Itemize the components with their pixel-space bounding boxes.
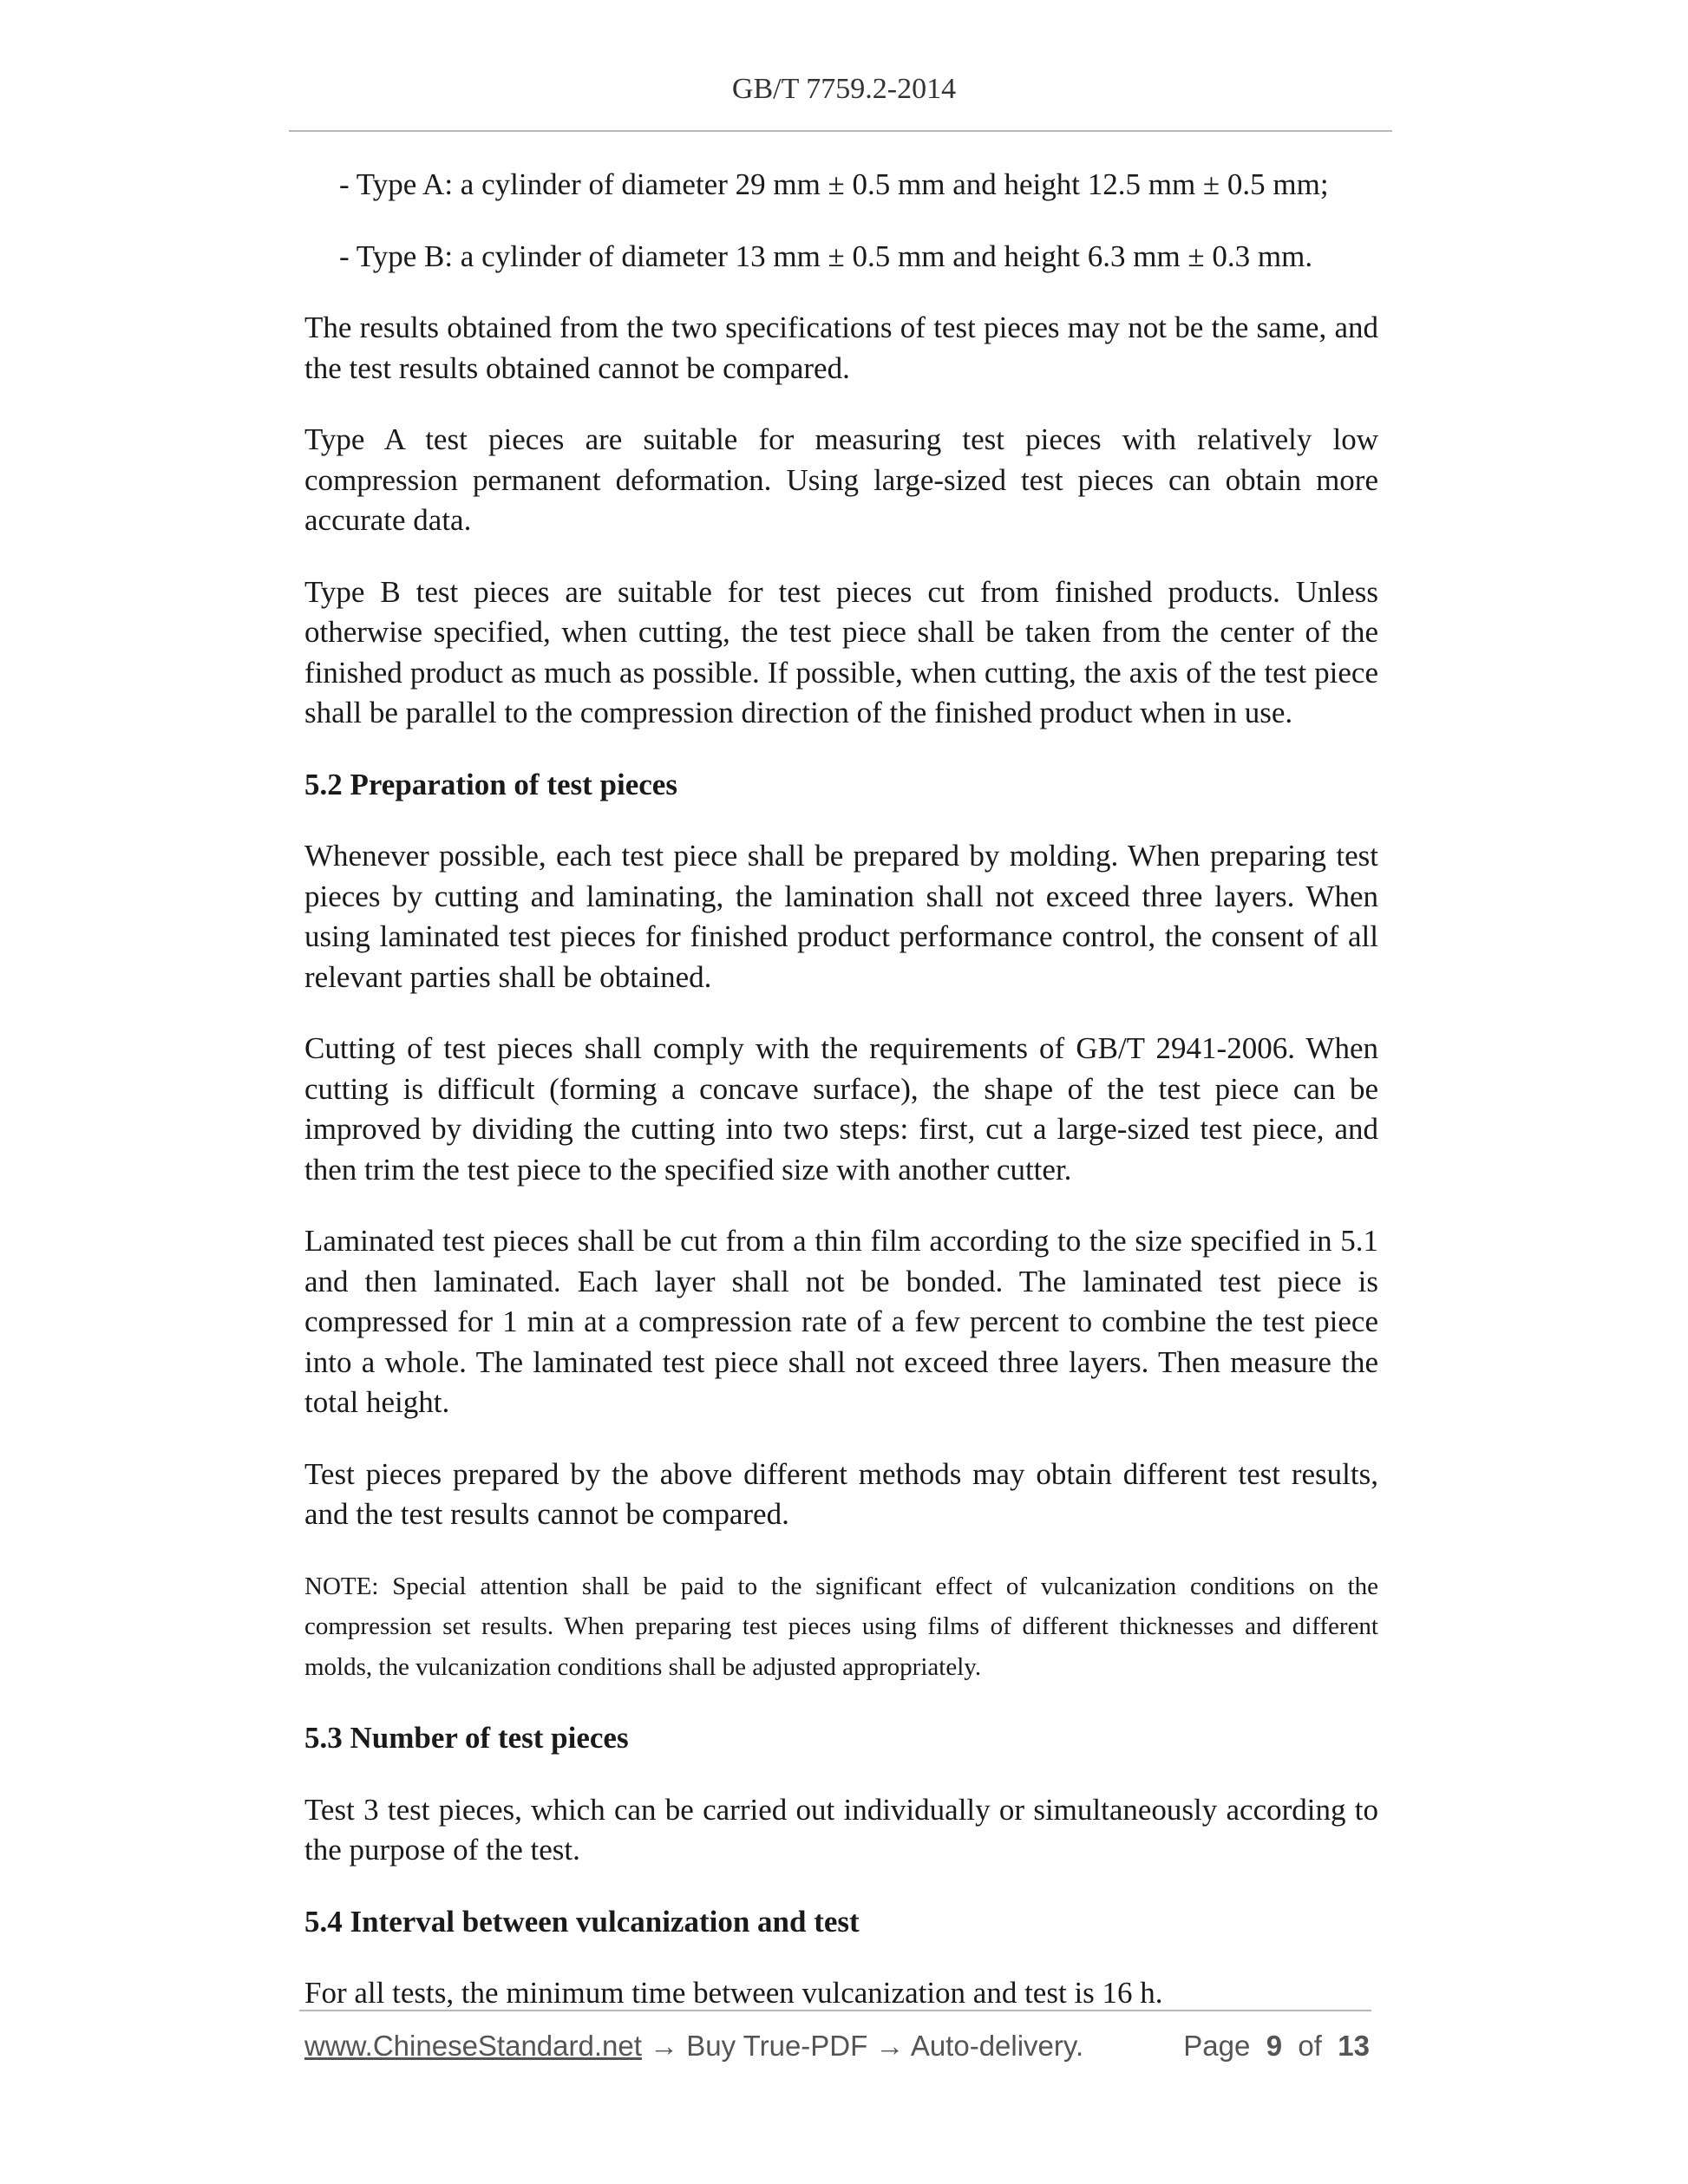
- page-label: Page: [1183, 2030, 1251, 2062]
- page-indicator: [1183, 2030, 1370, 2063]
- section-heading-5-4: 5.4 Interval between vulcanization and test: [304, 1904, 860, 1939]
- paragraph-molding: Whenever possible, each test piece shall be prepared by molding. When preparing test pieces by cutting and laminating, the lamination shall not exceed three layers. When using laminated test pieces for finished product performance control, the consent of all relevant parties shall be obtained.: [304, 839, 1378, 994]
- of-label: of: [1298, 2030, 1322, 2062]
- header-divider: [289, 130, 1392, 132]
- page-current: 9: [1266, 2030, 1283, 2062]
- paragraph-different-methods: Test pieces prepared by the above different methods may obtain different test results, and the test results cannot be compared.: [304, 1456, 1378, 1531]
- website-link[interactable]: www.ChineseStandard.net: [304, 2030, 642, 2062]
- paragraph-type-b-suitability: Type B test pieces are suitable for test pieces cut from finished products. Unless otherwise specified, when cutting, the test piece shall be taken from the center of the finished product as much as possible. If possible, when cutting, the axis of the test piece shall be parallel to the compression direction of the finished product when in use.: [304, 574, 1378, 729]
- paragraph-results-comparison: The results obtained from the two specifications of test pieces may not be the same, and the test results obtained cannot be compared.: [304, 311, 1378, 385]
- footer-promo: [304, 2030, 1083, 2063]
- paragraph-laminated: Laminated test pieces shall be cut from a thin film according to the size specified in 5.1 and then laminated. Each layer shall not be bonded. The laminated test piece is compressed for 1 min at a compression rate of a few percent to combine the test piece into a whole. The laminated test piece shall not exceed three layers. Then measure the total height.: [304, 1224, 1378, 1419]
- paragraph-cutting: Cutting of test pieces shall comply with the requirements of GB/T 2941-2006. When cutting is difficult (forming a concave surface), the shape of the test piece can be improved by dividing the cutting into two steps: first, cut a large-sized test piece, and then trim the test piece to the specified size with another cutter.: [304, 1031, 1378, 1187]
- section-heading-5-2: 5.2 Preparation of test pieces: [304, 767, 677, 801]
- paragraph-interval: For all tests, the minimum time between vulcanization and test is 16 h.: [304, 1976, 1163, 2010]
- footer-divider: [299, 2010, 1371, 2011]
- note-vulcanization: NOTE: Special attention shall be paid to the significant effect of vulcanization conditions on the compression set results. When preparing test pieces using films of different thicknesses and different molds, the vulcanization conditions shall be adjusted appropriately.: [304, 1572, 1378, 1681]
- page-total: 13: [1338, 2030, 1370, 2062]
- paragraph-type-a-suitability: Type A test pieces are suitable for measuring test pieces with relatively low compression permanent deformation. Using large-sized test pieces can obtain more accurate data.: [304, 422, 1378, 537]
- bullet-type-b: - Type B: a cylinder of diameter 13 mm ± 0.5 mm and height 6.3 mm ± 0.3 mm.: [339, 239, 1313, 273]
- section-heading-5-3: 5.3 Number of test pieces: [304, 1721, 629, 1755]
- bullet-type-a: - Type A: a cylinder of diameter 29 mm ± 0.5 mm and height 12.5 mm ± 0.5 mm;: [339, 167, 1329, 201]
- paragraph-number-of-pieces: Test 3 test pieces, which can be carried out individually or simultaneously according to the purpose of the test.: [304, 1792, 1378, 1867]
- page-body: [304, 165, 1378, 2045]
- document-header: GB/T 7759.2-2014: [731, 73, 957, 105]
- footer-promo-text: → Buy True-PDF → Auto-delivery.: [641, 2030, 1084, 2062]
